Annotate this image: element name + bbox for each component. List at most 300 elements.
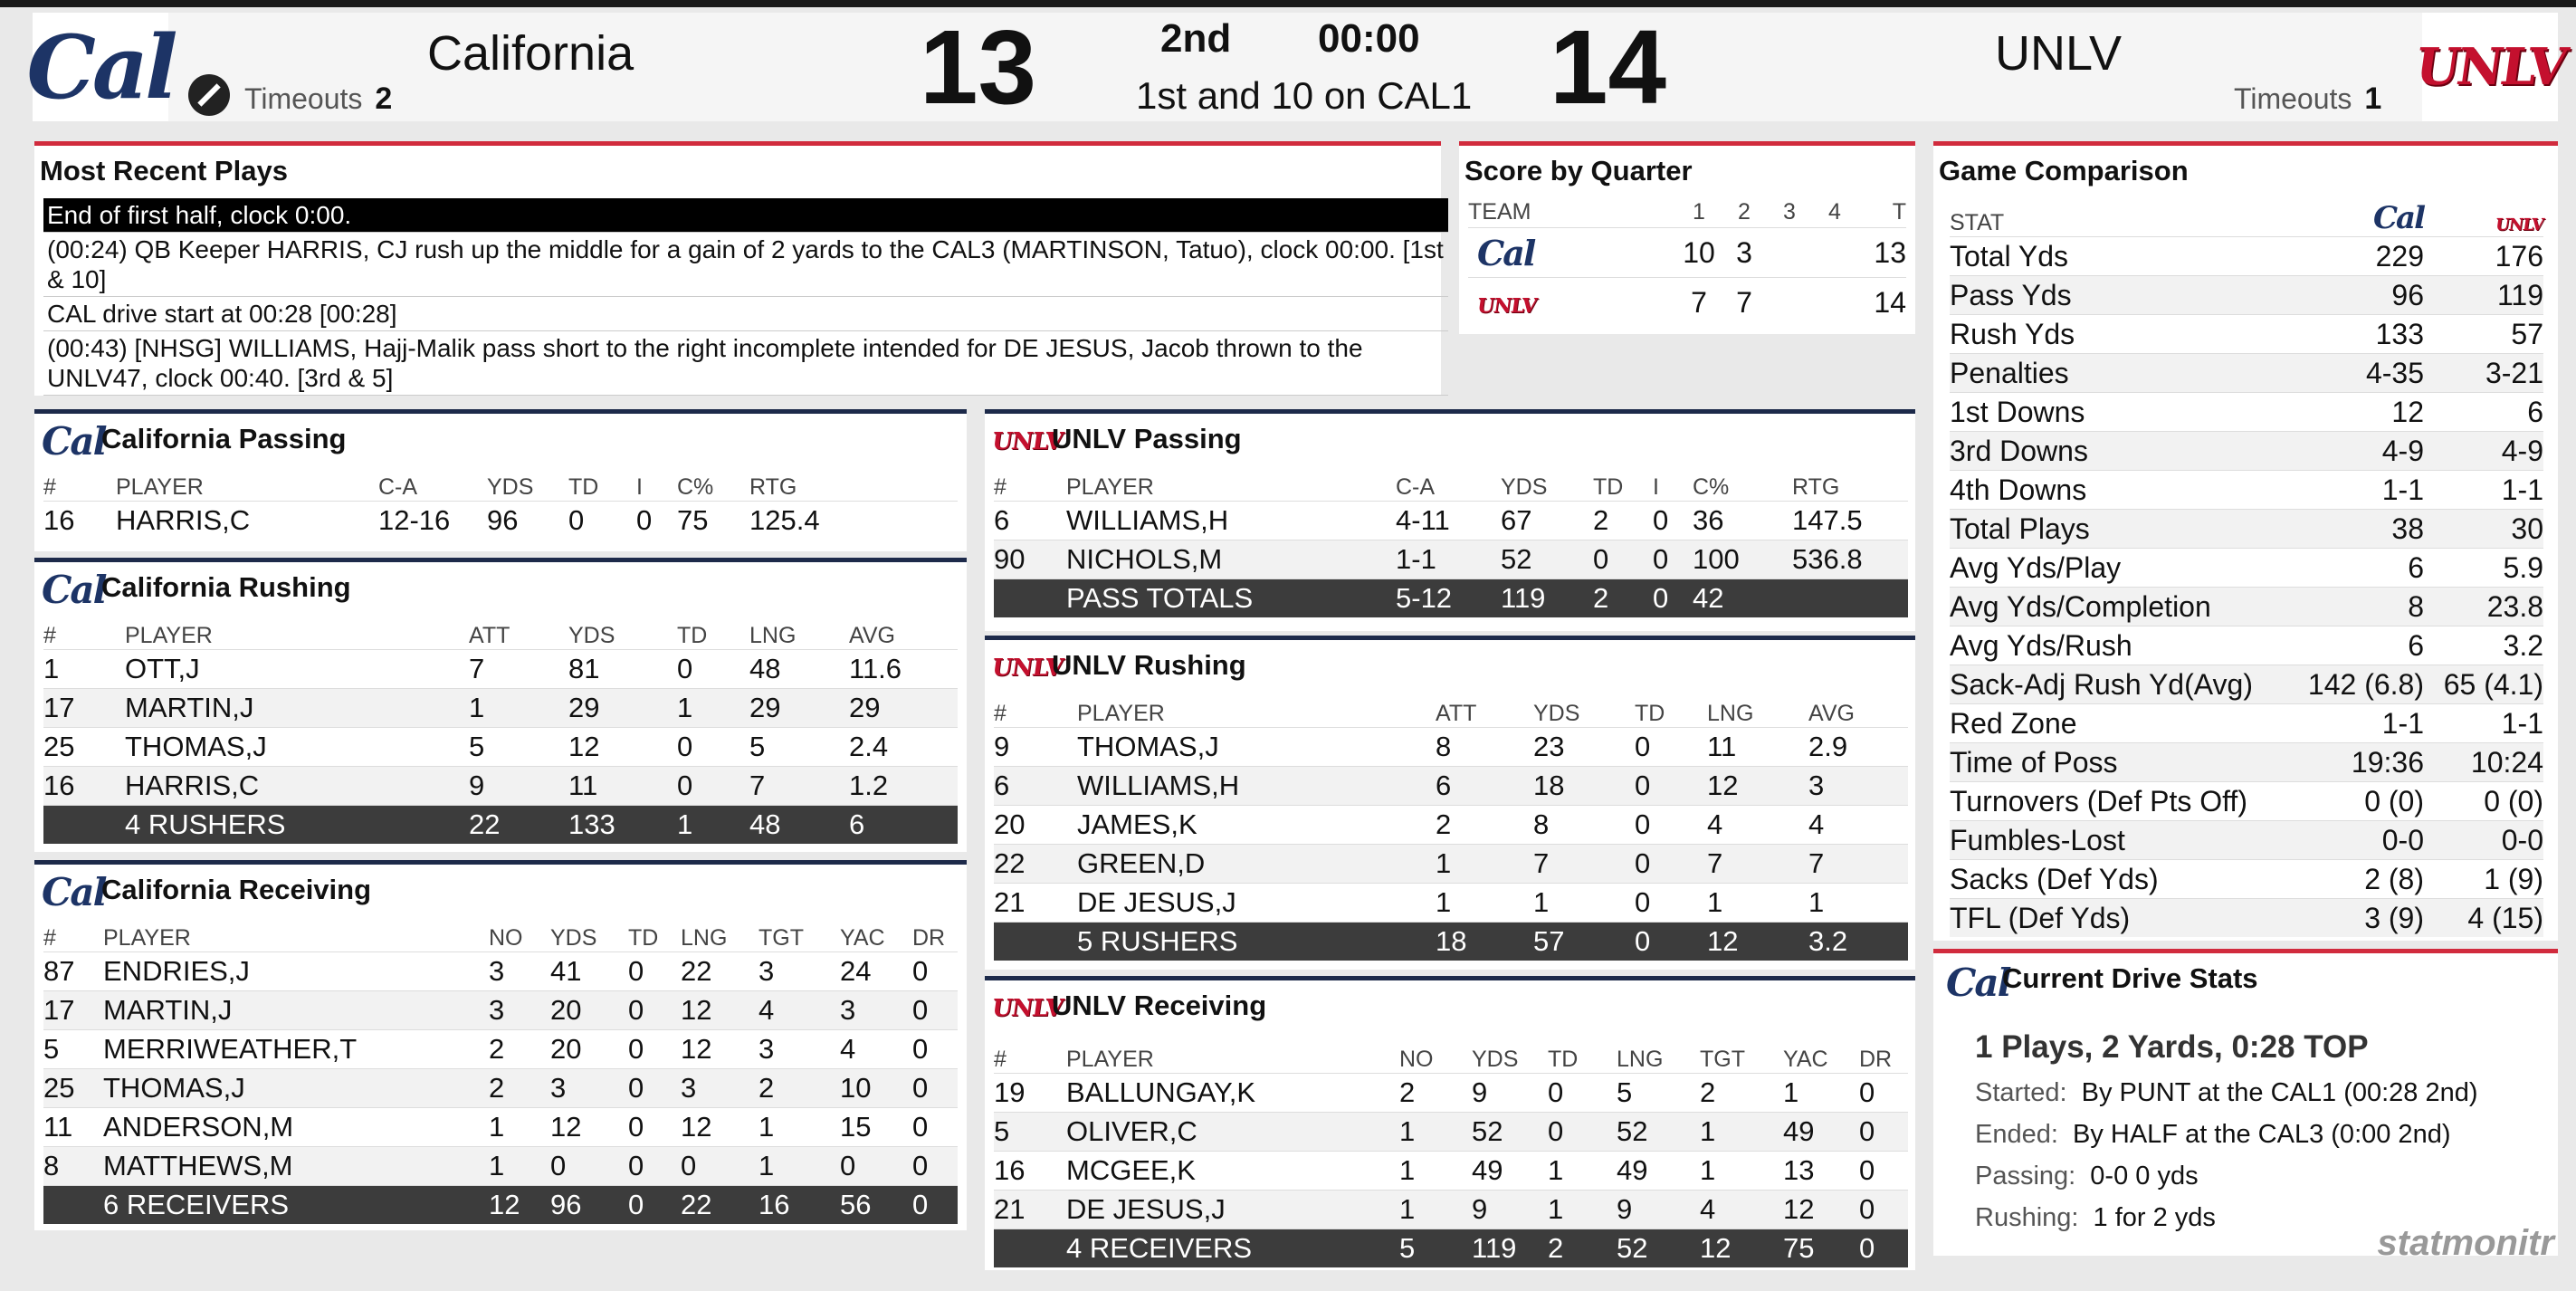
- totals-cell: 119: [1501, 579, 1593, 618]
- table-cell: 0: [1548, 1113, 1617, 1152]
- table-cell: 24: [840, 952, 912, 991]
- stat-name: Total Plays: [1950, 510, 2303, 549]
- stat-value: 38: [2303, 510, 2424, 549]
- table-cell: 0: [628, 1030, 681, 1069]
- table-cell: 16: [43, 767, 125, 806]
- table-cell: 1: [1399, 1191, 1472, 1229]
- stat-name: Sacks (Def Yds): [1950, 860, 2303, 899]
- stat-value: 23.8: [2424, 588, 2543, 626]
- column-header: #: [43, 925, 56, 951]
- table-cell: OLIVER,C: [1066, 1113, 1399, 1152]
- table-cell: 6: [1436, 767, 1533, 806]
- comparison-row: [1950, 471, 2543, 510]
- table-cell: ANDERSON,M: [103, 1108, 489, 1147]
- table-cell: 1: [1399, 1113, 1472, 1152]
- stat-name: Avg Yds/Play: [1950, 549, 2303, 588]
- current-drive-title: Current Drive Stats: [2002, 962, 2258, 994]
- table-cell: 2: [489, 1030, 550, 1069]
- totals-cell: 56: [840, 1186, 912, 1225]
- table-cell: 7: [1808, 845, 1908, 884]
- cal-passing-title: California Passing: [101, 423, 347, 454]
- table-cell: 0: [1653, 540, 1693, 579]
- column-header: TEAM: [1468, 198, 1531, 225]
- drive-line-value: By PUNT at the CAL1 (00:28 2nd): [2074, 1078, 2478, 1107]
- cal-receiving-title: California Receiving: [101, 874, 372, 905]
- table-cell: MATTHEWS,M: [103, 1147, 489, 1186]
- table-row: [994, 1152, 1908, 1191]
- table-cell: 0: [628, 1108, 681, 1147]
- column-header: I: [1653, 474, 1659, 500]
- table-cell: 0: [1548, 1074, 1617, 1113]
- table-cell: 96: [487, 502, 568, 540]
- column-header: 3: [1783, 198, 1796, 225]
- unlv-receiving-table: [994, 1042, 1908, 1267]
- cal-passing-table: [43, 470, 958, 540]
- table-cell: 23: [1533, 728, 1635, 767]
- table-cell: 25: [43, 728, 125, 767]
- table-cell: 0: [1635, 845, 1707, 884]
- totals-row: [994, 1229, 1908, 1268]
- table-cell: 21: [994, 884, 1077, 923]
- stat-value: 96: [2303, 276, 2424, 315]
- table-cell: MARTIN,J: [125, 689, 469, 728]
- table-cell: 9: [994, 728, 1077, 767]
- column-header: PLAYER: [125, 623, 213, 648]
- totals-cell: 12: [489, 1186, 550, 1225]
- stat-value: 142 (6.8): [2303, 665, 2424, 704]
- table-cell: 36: [1693, 502, 1792, 540]
- score-by-quarter-title: Score by Quarter: [1465, 155, 1693, 186]
- totals-row: [994, 579, 1908, 618]
- team-logo-cell: [1468, 278, 1676, 328]
- game-comparison-title: Game Comparison: [1939, 155, 2189, 186]
- table-row: [43, 689, 958, 728]
- play-item: (00:24) QB Keeper HARRIS, CJ rush up the middle for a gain of 2 yards to the CAL3 (MARTINSON, Tatuo), clock 00:00. [1st & 10]: [43, 233, 1448, 297]
- table-cell: 3: [489, 952, 550, 991]
- column-header: PLAYER: [1066, 1047, 1154, 1072]
- drive-line: [1975, 1078, 2478, 1108]
- cal-rushing-title: California Rushing: [101, 571, 351, 603]
- table-cell: 0: [912, 952, 958, 991]
- column-header: YDS: [1501, 474, 1548, 500]
- column-header: #: [994, 1047, 1007, 1072]
- column-header: LNG: [681, 925, 728, 951]
- column-header: C%: [677, 474, 714, 500]
- table-row: [994, 728, 1908, 767]
- column-header: TD: [568, 474, 599, 500]
- stat-name: Rush Yds: [1950, 315, 2303, 354]
- stat-name: Pass Yds: [1950, 276, 2303, 315]
- totals-cell: 5-12: [1396, 579, 1501, 618]
- table-cell: 0: [912, 1069, 958, 1108]
- column-header: C-A: [378, 474, 418, 500]
- stat-value: 30: [2424, 510, 2543, 549]
- table-cell: 1: [1707, 884, 1808, 923]
- table-cell: 1: [677, 689, 749, 728]
- totals-cell: [43, 1186, 103, 1225]
- table-cell: 1: [1700, 1152, 1783, 1191]
- column-header: YAC: [840, 925, 885, 951]
- table-cell: 5: [749, 728, 849, 767]
- table-row: [994, 1191, 1908, 1229]
- table-cell: BALLUNGAY,K: [1066, 1074, 1399, 1113]
- table-cell: 22: [994, 845, 1077, 884]
- stat-value: 3.2: [2424, 626, 2543, 665]
- column-header: TD: [1635, 701, 1665, 726]
- column-header: TD: [1548, 1047, 1579, 1072]
- table-cell: 0: [1859, 1074, 1908, 1113]
- statmonitr-watermark: statmonitr: [2377, 1223, 2554, 1263]
- table-cell: THOMAS,J: [1077, 728, 1436, 767]
- drive-line: [1975, 1120, 2450, 1150]
- stat-value: 6: [2303, 549, 2424, 588]
- california-logo-small: Cal: [42, 870, 106, 914]
- table-cell: 7: [1707, 845, 1808, 884]
- table-cell: 0: [1635, 884, 1707, 923]
- score-by-quarter-panel: [1459, 141, 1915, 334]
- table-cell: 1: [489, 1108, 550, 1147]
- table-cell: WILLIAMS,H: [1066, 502, 1396, 540]
- table-row: [43, 952, 958, 991]
- comparison-row: [1950, 743, 2543, 782]
- stat-value: 229: [2303, 237, 2424, 276]
- column-header: LNG: [1707, 701, 1754, 726]
- column-header: YDS: [1472, 1047, 1519, 1072]
- table-cell: 4: [1808, 806, 1908, 845]
- stat-value: 1-1: [2303, 704, 2424, 743]
- table-cell: 9: [1617, 1191, 1700, 1229]
- table-cell: 2: [1436, 806, 1533, 845]
- away-column-header: [2424, 200, 2543, 237]
- column-header: LNG: [749, 623, 797, 648]
- table-row: [994, 502, 1908, 540]
- comparison-row: [1950, 276, 2543, 315]
- unlv-passing-title: UNLV Passing: [1052, 423, 1242, 454]
- table-cell: 9: [1472, 1191, 1548, 1229]
- table-cell: 12: [568, 728, 677, 767]
- table-cell: 18: [1533, 767, 1635, 806]
- table-cell: MCGEE,K: [1066, 1152, 1399, 1191]
- column-header: 4: [1828, 198, 1841, 225]
- table-cell: 52: [1617, 1113, 1700, 1152]
- game-clock: 00:00: [1318, 16, 1420, 61]
- table-cell: 5: [469, 728, 568, 767]
- table-row: [994, 767, 1908, 806]
- totals-cell: 5 RUSHERS: [1077, 923, 1436, 961]
- recent-plays-title: Most Recent Plays: [40, 155, 288, 186]
- stat-value: 133: [2303, 315, 2424, 354]
- column-header: T: [1892, 198, 1906, 225]
- table-cell: 4: [1700, 1191, 1783, 1229]
- drive-line-value: 0-0 0 yds: [2083, 1162, 2199, 1191]
- column-header: PLAYER: [103, 925, 191, 951]
- totals-cell: 0: [1653, 579, 1693, 618]
- table-cell: 8: [43, 1147, 103, 1186]
- table-cell: 1: [1548, 1152, 1617, 1191]
- column-header: C-A: [1396, 474, 1436, 500]
- table-cell: 12: [1707, 767, 1808, 806]
- table-cell: 12: [681, 1030, 758, 1069]
- table-cell: 29: [568, 689, 677, 728]
- unlv-logo-small: UNLV: [1475, 293, 1539, 318]
- table-row: [994, 540, 1908, 579]
- table-cell: 22: [681, 952, 758, 991]
- table-row: [994, 1074, 1908, 1113]
- table-cell: MERRIWEATHER,T: [103, 1030, 489, 1069]
- table-cell: JAMES,K: [1077, 806, 1436, 845]
- table-cell: 20: [994, 806, 1077, 845]
- quarter-row: [1468, 228, 1906, 278]
- table-cell: 3: [1808, 767, 1908, 806]
- drive-line-label: Started:: [1975, 1078, 2067, 1107]
- stat-value: 6: [2424, 393, 2543, 432]
- stat-value: 19:36: [2303, 743, 2424, 782]
- table-cell: 48: [749, 650, 849, 689]
- table-cell: 0: [840, 1147, 912, 1186]
- column-header: AVG: [849, 623, 895, 648]
- table-cell: 1: [1436, 845, 1533, 884]
- away-team-name: UNLV: [1995, 26, 2123, 81]
- table-row: [43, 1069, 958, 1108]
- stat-value: 3-21: [2424, 354, 2543, 393]
- table-cell: 7: [749, 767, 849, 806]
- table-cell: 1: [469, 689, 568, 728]
- column-header: TD: [1593, 474, 1624, 500]
- table-cell: 21: [994, 1191, 1066, 1229]
- table-cell: 125.4: [749, 502, 958, 540]
- drive-line-label: Passing:: [1975, 1162, 2076, 1191]
- drive-line-value: 1 for 2 yds: [2085, 1203, 2216, 1232]
- table-cell: 0: [1635, 767, 1707, 806]
- table-cell: 1: [489, 1147, 550, 1186]
- column-header: RTG: [749, 474, 797, 500]
- unlv-logo-small: UNLV: [989, 995, 1064, 1022]
- table-cell: 1-1: [1396, 540, 1501, 579]
- table-cell: 29: [749, 689, 849, 728]
- stat-value: 1-1: [2424, 471, 2543, 510]
- comparison-row: [1950, 626, 2543, 665]
- table-cell: 1: [43, 650, 125, 689]
- quarter-score: 13: [1857, 228, 1906, 278]
- totals-cell: 119: [1472, 1229, 1548, 1268]
- home-column-header: [2303, 200, 2424, 237]
- table-cell: THOMAS,J: [125, 728, 469, 767]
- column-header: TD: [628, 925, 659, 951]
- quarter-row: [1468, 278, 1906, 328]
- column-header: TGT: [758, 925, 804, 951]
- unlv-rushing-title: UNLV Rushing: [1052, 649, 1246, 681]
- totals-cell: 22: [681, 1186, 758, 1225]
- quarter-score: 7: [1722, 278, 1767, 328]
- stat-value: 119: [2424, 276, 2543, 315]
- team-logo-cell: [1468, 228, 1676, 278]
- totals-cell: [994, 923, 1077, 961]
- comparison-row: [1950, 315, 2543, 354]
- table-row: [994, 845, 1908, 884]
- table-cell: 536.8: [1792, 540, 1908, 579]
- stat-name: Fumbles-Lost: [1950, 821, 2303, 860]
- home-score: 13: [920, 8, 1037, 126]
- table-cell: OTT,J: [125, 650, 469, 689]
- table-cell: 12: [1783, 1191, 1859, 1229]
- drive-line-label: Rushing:: [1975, 1203, 2079, 1232]
- totals-cell: 5: [1399, 1229, 1472, 1268]
- table-cell: 100: [1693, 540, 1792, 579]
- table-cell: 9: [1472, 1074, 1548, 1113]
- table-cell: NICHOLS,M: [1066, 540, 1396, 579]
- table-cell: 90: [994, 540, 1066, 579]
- table-cell: 15: [840, 1108, 912, 1147]
- stat-value: 5.9: [2424, 549, 2543, 588]
- comparison-row: [1950, 860, 2543, 899]
- table-cell: MARTIN,J: [103, 991, 489, 1030]
- totals-cell: [994, 579, 1066, 618]
- table-row: [994, 806, 1908, 845]
- cal-passing-panel: [34, 409, 967, 551]
- quarter-score: 10: [1676, 228, 1722, 278]
- table-cell: WILLIAMS,H: [1077, 767, 1436, 806]
- totals-cell: 22: [469, 806, 568, 845]
- table-cell: 7: [469, 650, 568, 689]
- score-by-quarter-table: [1468, 196, 1906, 327]
- quarter-score: 7: [1676, 278, 1722, 328]
- california-logo: Cal: [33, 13, 168, 121]
- totals-cell: 18: [1436, 923, 1533, 961]
- table-cell: 1: [758, 1147, 840, 1186]
- stat-value: 6: [2303, 626, 2424, 665]
- california-logo-small: Cal: [1946, 961, 2010, 1005]
- away-score: 14: [1550, 8, 1667, 126]
- unlv-receiving-panel: [985, 976, 1915, 1270]
- table-cell: GREEN,D: [1077, 845, 1436, 884]
- table-cell: DE JESUS,J: [1077, 884, 1436, 923]
- totals-cell: 6: [849, 806, 958, 845]
- column-header: TGT: [1700, 1047, 1745, 1072]
- stat-value: 0 (0): [2424, 782, 2543, 821]
- totals-cell: PASS TOTALS: [1066, 579, 1396, 618]
- stat-column-header: STAT: [1950, 210, 2005, 235]
- totals-cell: 0: [1859, 1229, 1908, 1268]
- table-cell: 1: [1399, 1152, 1472, 1191]
- drive-line-label: Ended:: [1975, 1120, 2058, 1149]
- totals-cell: 0: [628, 1186, 681, 1225]
- table-cell: 0: [1653, 502, 1693, 540]
- unlv-passing-table: [994, 470, 1908, 617]
- table-cell: 0: [1859, 1113, 1908, 1152]
- table-cell: 0: [628, 991, 681, 1030]
- table-cell: 3: [550, 1069, 628, 1108]
- home-timeouts: Timeouts 2: [244, 81, 393, 116]
- unlv-logo-small: UNLV: [989, 655, 1064, 682]
- table-cell: 81: [568, 650, 677, 689]
- table-cell: 1: [1783, 1074, 1859, 1113]
- comparison-row: [1950, 704, 2543, 743]
- table-cell: 11: [568, 767, 677, 806]
- stat-value: 0-0: [2303, 821, 2424, 860]
- table-cell: 0: [550, 1147, 628, 1186]
- stat-value: 12: [2303, 393, 2424, 432]
- table-cell: 20: [550, 1030, 628, 1069]
- totals-cell: 2: [1548, 1229, 1617, 1268]
- table-cell: 4-11: [1396, 502, 1501, 540]
- table-cell: 4: [1707, 806, 1808, 845]
- stat-name: TFL (Def Yds): [1950, 899, 2303, 938]
- table-cell: 0: [636, 502, 677, 540]
- table-row: [43, 650, 958, 689]
- totals-cell: 6 RECEIVERS: [103, 1186, 489, 1225]
- stat-value: 4-9: [2303, 432, 2424, 471]
- table-cell: 11.6: [849, 650, 958, 689]
- table-cell: 0: [1635, 806, 1707, 845]
- column-header: #: [43, 623, 56, 648]
- table-cell: 2: [758, 1069, 840, 1108]
- table-row: [43, 1030, 958, 1069]
- table-cell: 12-16: [378, 502, 487, 540]
- table-cell: DE JESUS,J: [1066, 1191, 1399, 1229]
- table-cell: 2: [1399, 1074, 1472, 1113]
- totals-cell: 16: [758, 1186, 840, 1225]
- table-cell: HARRIS,C: [116, 502, 378, 540]
- table-cell: 0: [568, 502, 636, 540]
- table-cell: 0: [912, 1147, 958, 1186]
- table-cell: 0: [912, 1030, 958, 1069]
- column-header: NO: [489, 925, 523, 951]
- table-cell: 0: [677, 767, 749, 806]
- stat-name: Time of Poss: [1950, 743, 2303, 782]
- column-header: YDS: [568, 623, 615, 648]
- table-cell: 3: [758, 1030, 840, 1069]
- table-cell: HARRIS,C: [125, 767, 469, 806]
- table-cell: 0: [677, 728, 749, 767]
- table-cell: 0: [1593, 540, 1653, 579]
- column-header: PLAYER: [116, 474, 204, 500]
- table-cell: 11: [1707, 728, 1808, 767]
- totals-row: [994, 923, 1908, 961]
- table-cell: 0: [912, 991, 958, 1030]
- stat-name: Turnovers (Def Pts Off): [1950, 782, 2303, 821]
- table-cell: 3: [489, 991, 550, 1030]
- table-cell: 11: [43, 1108, 103, 1147]
- comparison-row: [1950, 393, 2543, 432]
- table-cell: 9: [469, 767, 568, 806]
- totals-cell: 0: [1635, 923, 1707, 961]
- totals-cell: 1: [677, 806, 749, 845]
- top-border: [0, 0, 2576, 7]
- stat-value: 1 (9): [2424, 860, 2543, 899]
- table-cell: 3: [840, 991, 912, 1030]
- table-cell: 20: [550, 991, 628, 1030]
- away-timeouts: Timeouts 1: [2234, 81, 2382, 116]
- column-header: #: [994, 701, 1007, 726]
- stat-name: 4th Downs: [1950, 471, 2303, 510]
- play-item: End of first half, clock 0:00.: [43, 198, 1448, 233]
- comparison-row: [1950, 665, 2543, 704]
- play-item: (00:43) [NHSG] WILLIAMS, Hajj-Malik pass short to the right incomplete intended for DE JESUS, Jacob thrown to the UNLV47, clock 00:40. [3rd & 5]: [43, 331, 1448, 396]
- table-row: [43, 767, 958, 806]
- column-header: C%: [1693, 474, 1730, 500]
- table-row: [994, 884, 1908, 923]
- cal-rushing-table: [43, 618, 958, 844]
- football-icon: [188, 74, 230, 116]
- column-header: #: [994, 474, 1007, 500]
- stat-value: 0-0: [2424, 821, 2543, 860]
- table-cell: 0: [628, 1147, 681, 1186]
- table-cell: 0: [677, 650, 749, 689]
- quarter-score: 14: [1857, 278, 1906, 328]
- column-header: AVG: [1808, 701, 1855, 726]
- totals-cell: 42: [1693, 579, 1792, 618]
- stat-value: 2 (8): [2303, 860, 2424, 899]
